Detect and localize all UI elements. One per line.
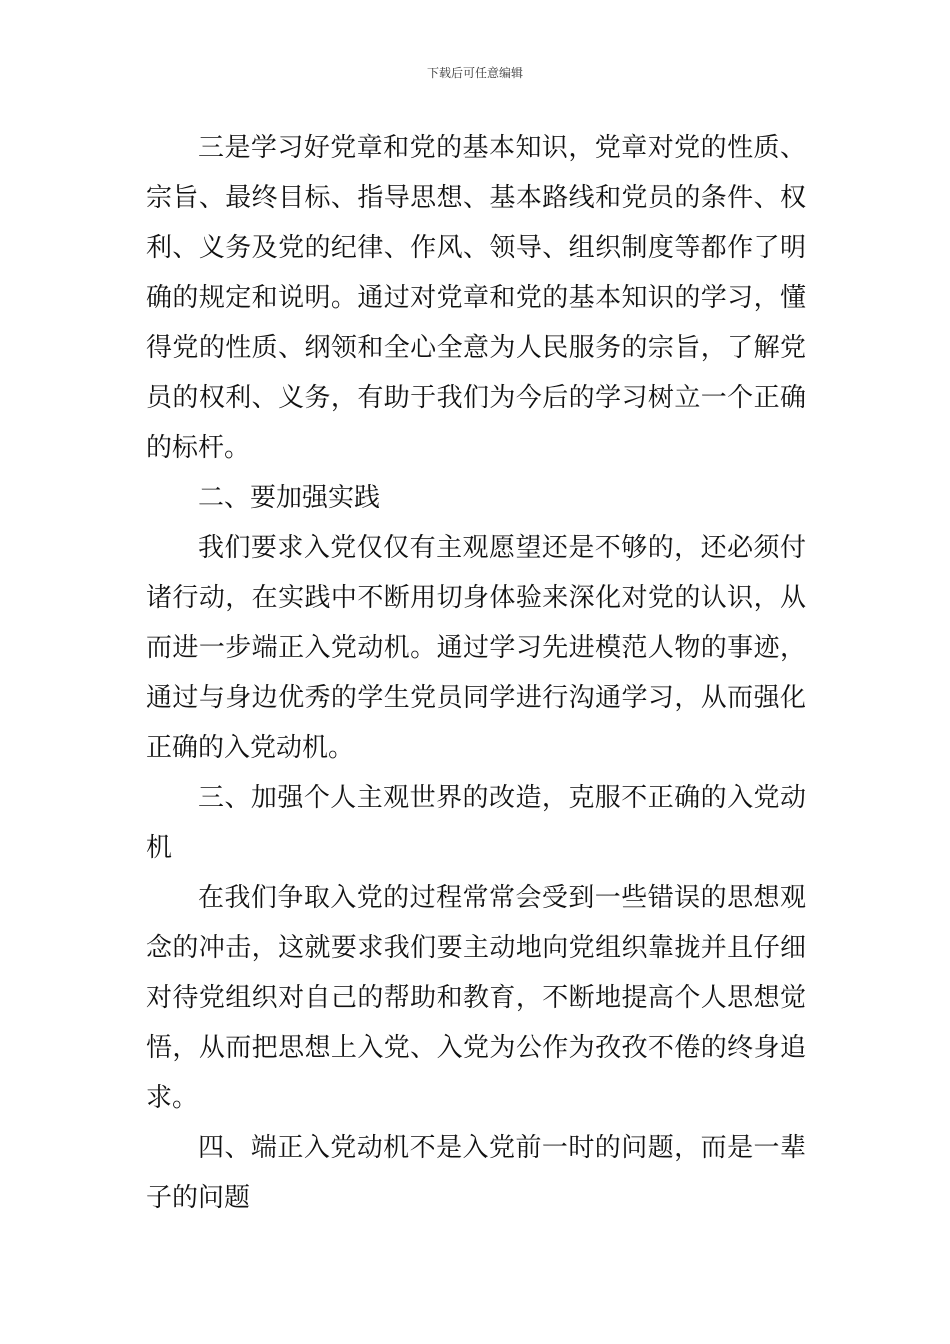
text-line: 对待党组织对自己的帮助和教育，不断地提高个人思想觉 [146,983,806,1013]
text-line: 通过与身边优秀的学生党员同学进行沟通学习，从而强化 [146,683,806,713]
text-line: 而进一步端正入党动机。通过学习先进模范人物的事迹， [146,633,806,663]
text-line: 宗旨、最终目标、指导思想、基本路线和党员的条件、权 [146,183,806,213]
text-line: 的标杆。 [146,433,251,463]
text-line: 正确的入党动机。 [146,733,355,763]
text-line: 在我们争取入党的过程常常会受到一些错误的思想观 [198,883,806,913]
section-heading: 三、加强个人主观世界的改造，克服不正确的入党动 [198,783,806,813]
text-line: 我们要求入党仅仅有主观愿望还是不够的，还必须付 [198,533,806,563]
text-line: 员的权利、义务，有助于我们为今后的学习树立一个正确 [146,383,806,413]
section-heading: 子的问题 [146,1183,251,1213]
text-line: 三是学习好党章和党的基本知识，党章对党的性质、 [198,133,806,163]
section-heading: 机 [146,833,173,863]
text-line: 诸行动，在实践中不断用切身体验来深化对党的认识，从 [146,583,806,613]
text-line: 得党的性质、纲领和全心全意为人民服务的宗旨，了解党 [146,333,806,363]
text-line: 利、义务及党的纪律、作风、领导、组织制度等都作了明 [146,233,806,263]
text-line: 求。 [146,1083,199,1113]
text-line: 确的规定和说明。通过对党章和党的基本知识的学习，懂 [146,283,806,313]
text-line: 念的冲击，这就要求我们要主动地向党组织靠拢并且仔细 [146,933,806,963]
text-line: 悟，从而把思想上入党、入党为公作为孜孜不倦的终身追 [146,1033,806,1063]
section-heading: 二、要加强实践 [198,483,381,513]
page-header: 下载后可任意编辑 [426,66,523,80]
section-heading: 四、端正入党动机不是入党前一时的问题，而是一辈 [198,1133,806,1163]
